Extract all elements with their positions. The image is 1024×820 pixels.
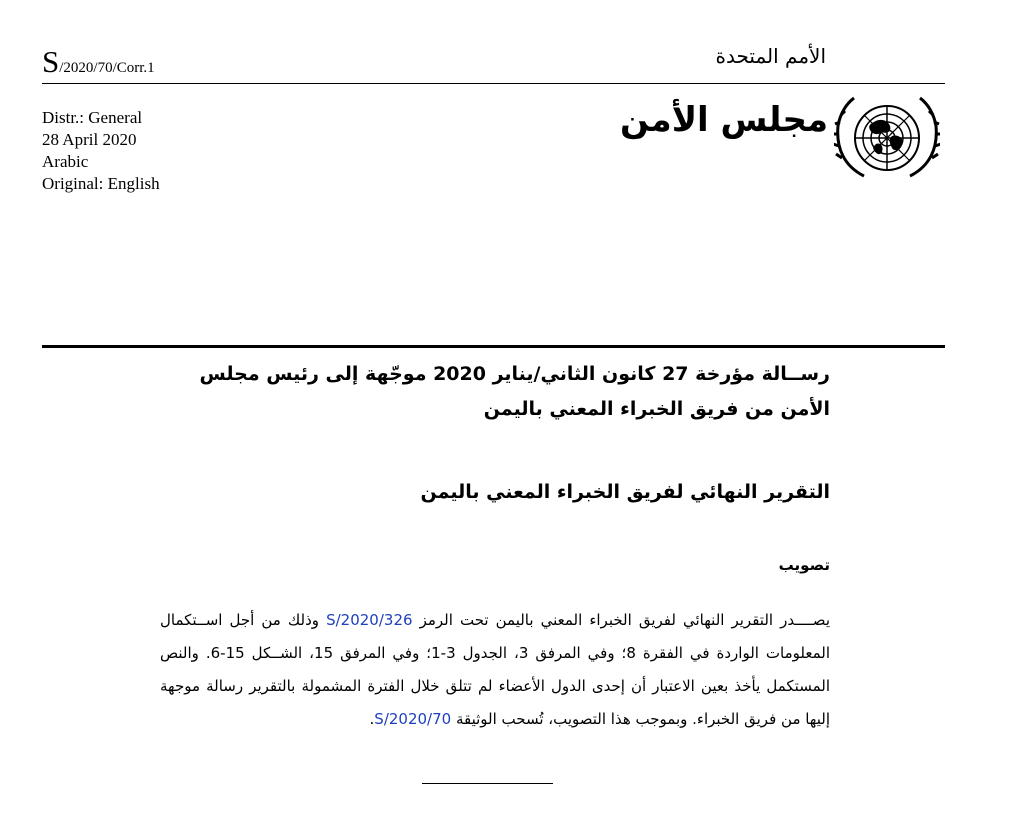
paragraph-text: وذلك من أجل اســتكمال المعلومات الواردة في الفقرة 8؛ وفي المرفق 3، الجدول 3-1؛ وفي المرفق 15، الشــكل 15-6. والنص المستكمل يأخذ بعين الاعتبار أن إحدى الدول الأعضاء لم تتلق خلال الفترة المشمولة بالتقرير رسالة موجهة إليها من فريق الخبراء. وبموجب هذا التصويب، تُسحب الوثيقة bbox=[160, 611, 831, 728]
security-council-title: مجلس الأمن bbox=[620, 100, 828, 140]
correction-paragraph bbox=[160, 604, 830, 736]
correction-heading: تصويب bbox=[778, 556, 830, 574]
un-emblem-icon bbox=[834, 96, 940, 182]
document-link-s2020-70[interactable]: S/2020/70 bbox=[374, 710, 452, 728]
header-divider bbox=[42, 83, 945, 84]
language-line: Arabic bbox=[42, 152, 89, 171]
symbol-number: /2020/70/Corr.1 bbox=[59, 60, 155, 76]
organization-name: الأمم المتحدة bbox=[715, 44, 826, 68]
date-line: 28 April 2020 bbox=[42, 130, 137, 149]
paragraph-end: . bbox=[369, 710, 375, 728]
document-symbol bbox=[42, 46, 155, 77]
report-title: التقرير النهائي لفريق الخبراء المعني باليمن bbox=[420, 481, 830, 503]
letter-title: رســالة مؤرخة 27 كانون الثاني/يناير 2020 موجّهة إلى رئيس مجلس الأمن من فريق الخبراء المعني باليمن bbox=[199, 363, 830, 420]
document-link-s2020-326[interactable]: S/2020/326 bbox=[326, 611, 413, 629]
title-divider bbox=[42, 345, 945, 348]
symbol-letter: S bbox=[42, 44, 60, 79]
original-language-line: Original: English bbox=[42, 174, 160, 193]
footer-divider bbox=[422, 783, 553, 784]
paragraph-text: يصــــدر التقرير النهائي لفريق الخبراء المعني باليمن تحت الرمز bbox=[412, 611, 830, 629]
distribution-line: Distr.: General bbox=[42, 108, 143, 127]
distribution-block bbox=[42, 107, 160, 195]
